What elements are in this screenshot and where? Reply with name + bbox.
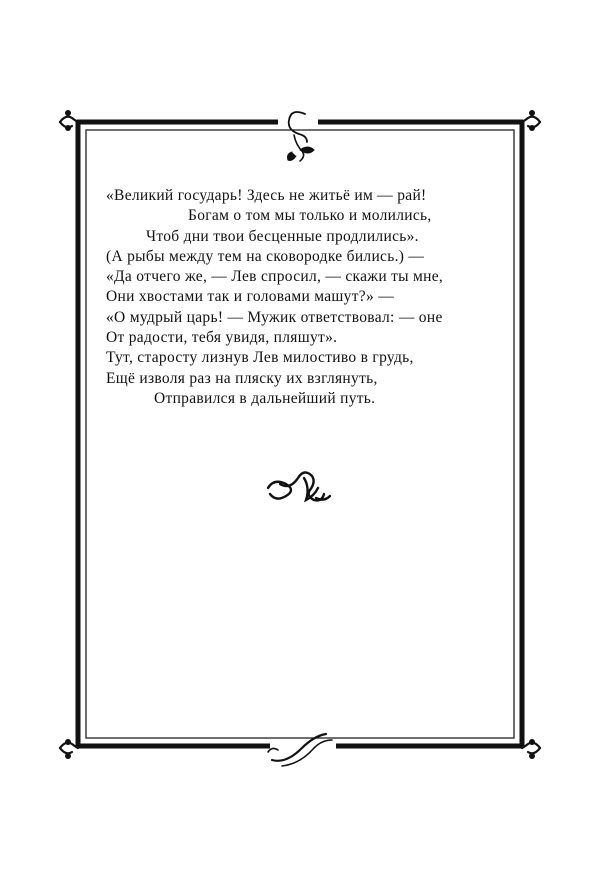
poem-text <box>106 186 506 409</box>
poem-line: Тут, старосту лизнув Лев милостиво в грудь, <box>106 349 414 367</box>
poem-line: «Да отчего же, — Лев спросил, — скажи ты мне, <box>106 268 444 286</box>
poem-line: Богам о том мы только и молились, <box>188 207 432 225</box>
poem-line: Они хвостами так и головами машут?» — <box>106 288 394 306</box>
bottom-flourish-icon <box>268 734 336 766</box>
poem-line: «О мудрый царь! — Мужик ответствовал: — оне <box>106 308 443 326</box>
poem-line: (А рыбы между тем на сковородке бились.) — <box>106 247 425 265</box>
end-flourish-icon <box>268 472 330 500</box>
poem-line: Чтоб дни твои бесценные продлились». <box>146 227 419 245</box>
poem-line: Ещё изволя раз на пляску их взглянуть, <box>106 369 378 387</box>
poem-line: Отправился в дальнейший путь. <box>154 389 376 407</box>
poem-line: «Великий государь! Здесь не житьё им — рай! <box>106 187 427 204</box>
poem-line: От радости, тебя увидя, пляшут». <box>106 329 338 347</box>
top-flourish-icon <box>278 112 318 161</box>
